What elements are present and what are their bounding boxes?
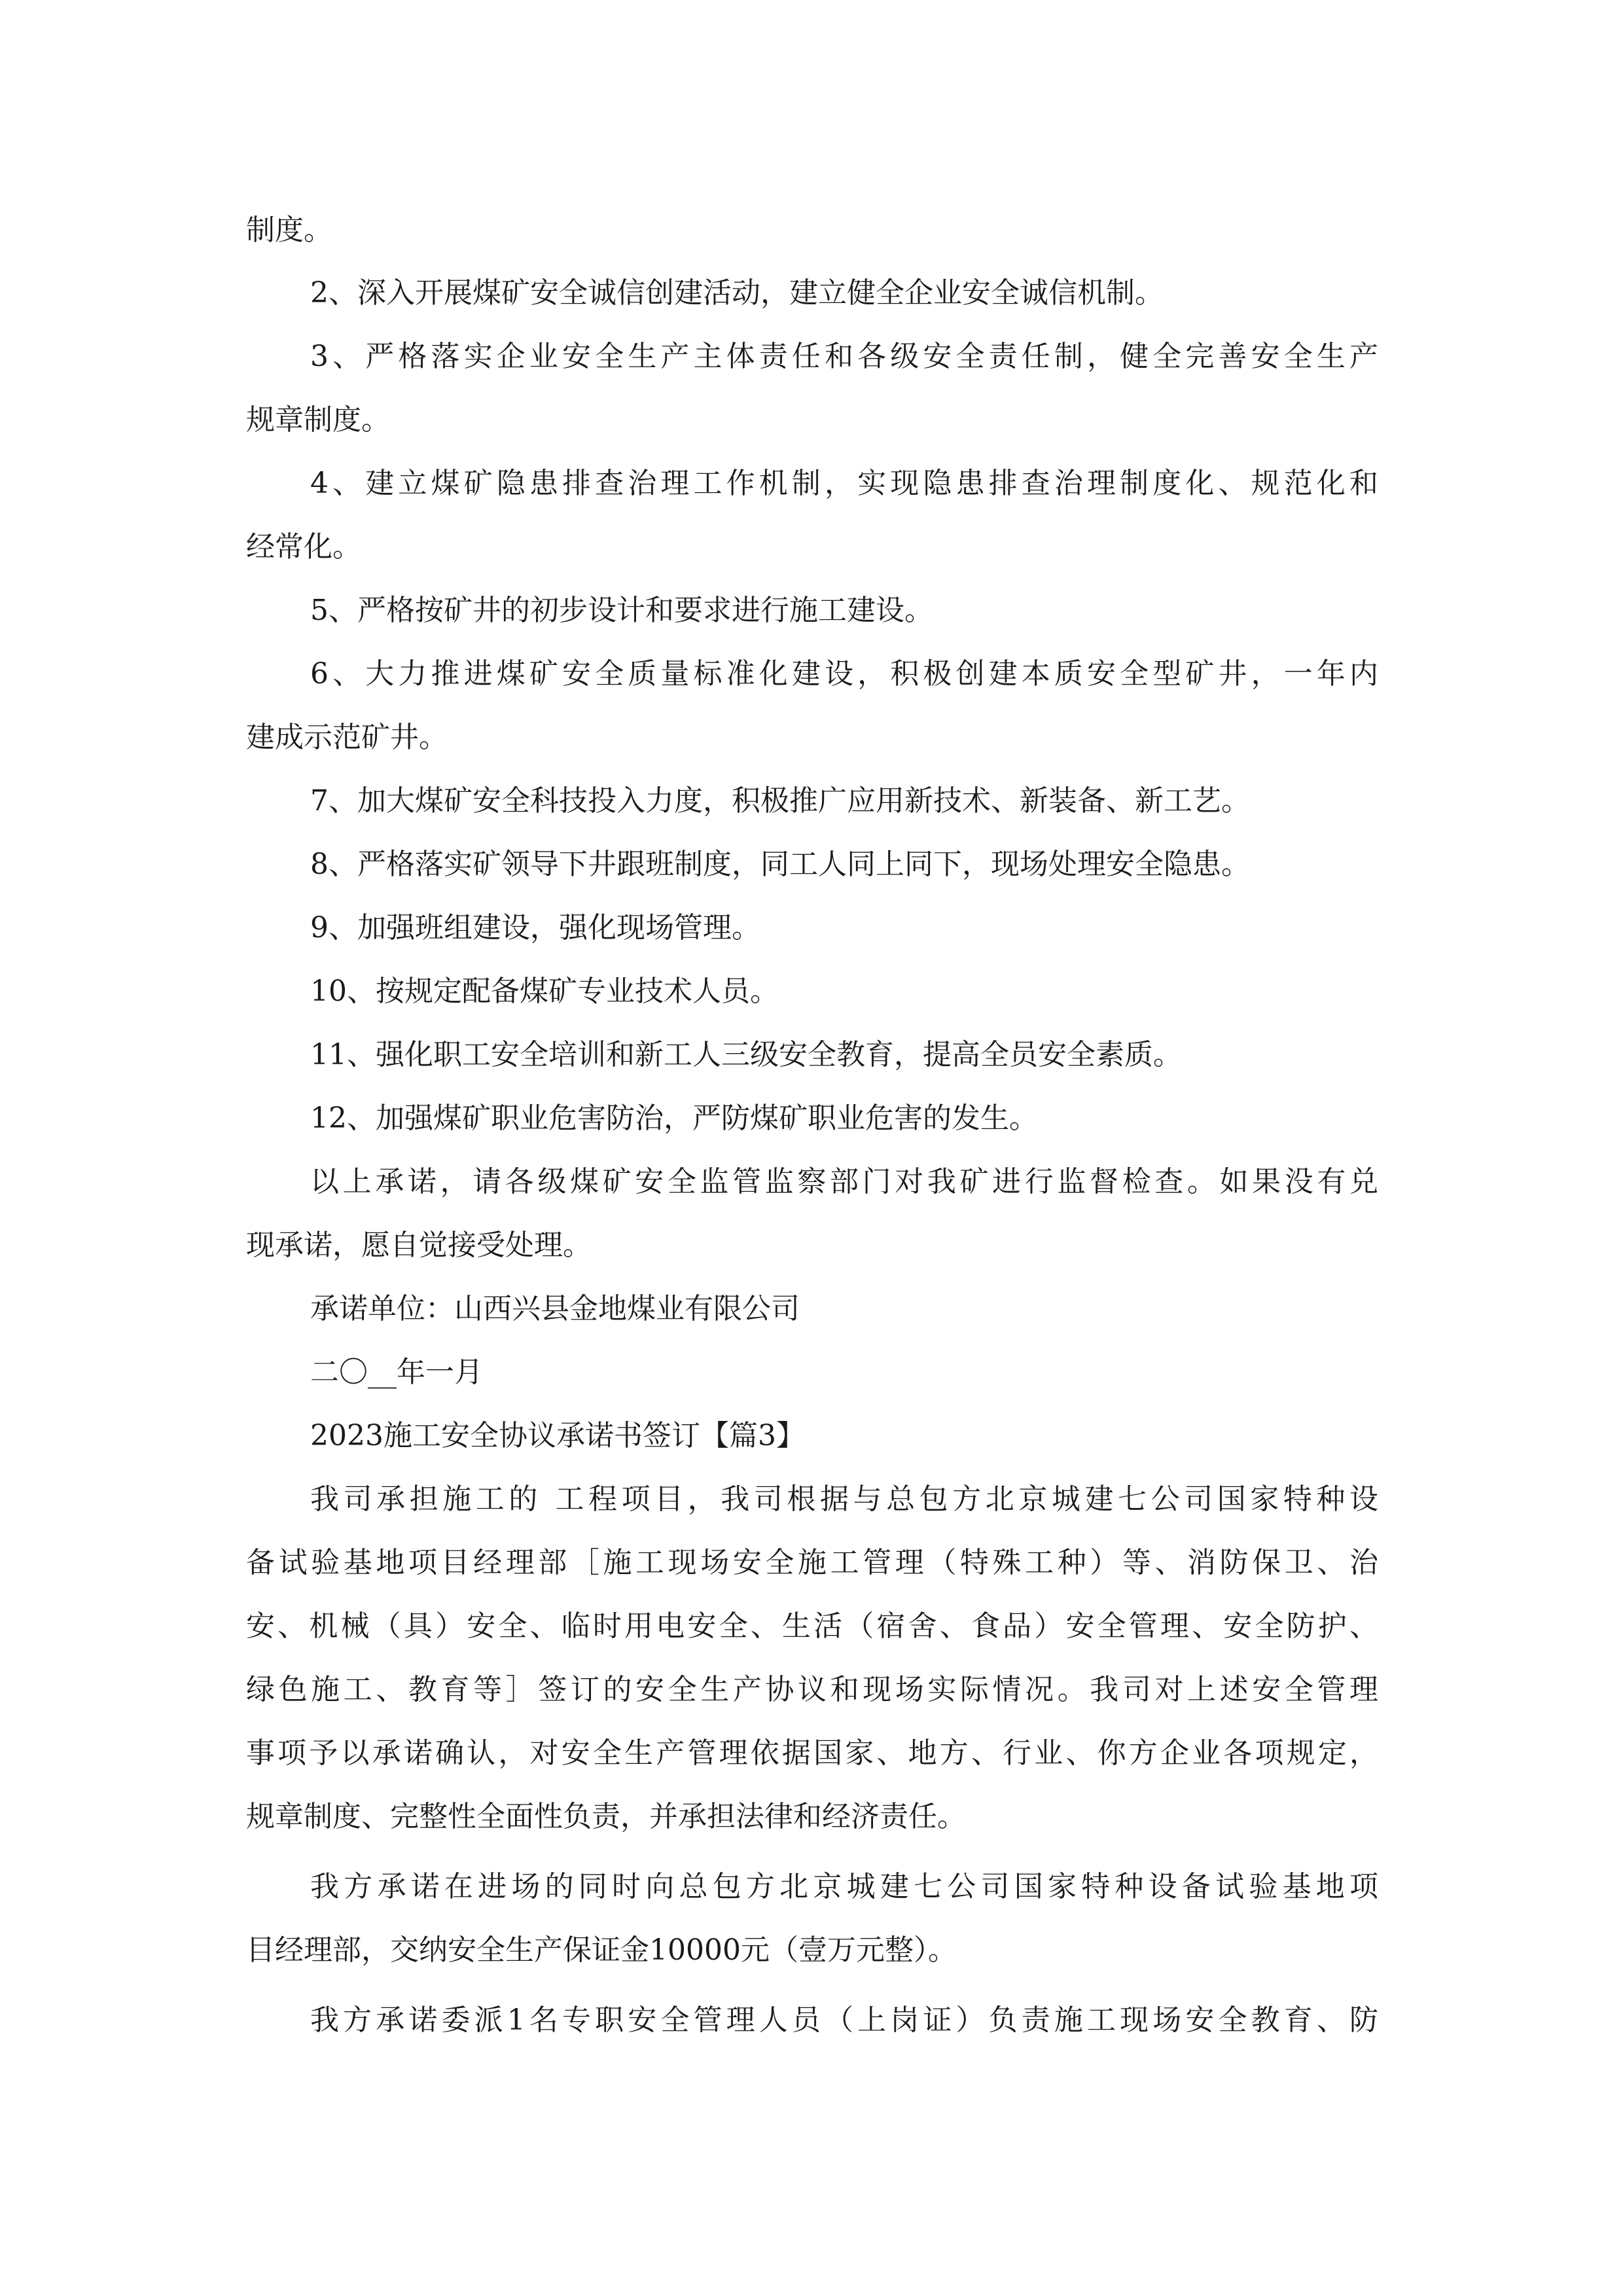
text-line: 二〇__年一月 bbox=[310, 1355, 483, 1389]
text-line: 现承诺，愿自觉接受处理。 bbox=[246, 1229, 592, 1262]
text-line: 3、严格落实企业安全生产主体责任和各级安全责任制，健全完善安全生产 bbox=[310, 340, 1378, 373]
text-line: 11、强化职工安全培训和新工人三级安全教育，提高全员安全素质。 bbox=[310, 1038, 1182, 1071]
text-line: 4、建立煤矿隐患排查治理工作机制，实现隐患排查治理制度化、规范化和 bbox=[310, 467, 1378, 500]
text-line: 目经理部，交纳安全生产保证金10000元（壹万元整）。 bbox=[246, 1933, 957, 1967]
text-line: 我方承诺在进场的同时向总包方北京城建七公司国家特种设备试验基地项 bbox=[310, 1870, 1378, 1903]
text-line: 10、按规定配备煤矿专业技术人员。 bbox=[310, 975, 779, 1008]
section-heading: 2023施工安全协议承诺书签订【篇3】 bbox=[310, 1419, 805, 1452]
text-line: 7、加大煤矿安全科技投入力度，积极推广应用新技术、新装备、新工艺。 bbox=[310, 784, 1250, 817]
text-line: 安、机械（具）安全、临时用电安全、生活（宿舍、食品）安全管理、安全防护、 bbox=[246, 1609, 1378, 1643]
text-line: 规章制度、完整性全面性负责，并承担法律和经济责任。 bbox=[246, 1800, 966, 1833]
text-line: 备试验基地项目经理部［施工现场安全施工管理（特殊工种）等、消防保卫、治 bbox=[246, 1546, 1378, 1579]
text-line: 绿色施工、教育等］签订的安全生产协议和现场实际情况。我司对上述安全管理 bbox=[246, 1673, 1378, 1706]
text-line: 制度。 bbox=[246, 213, 332, 247]
text-line: 建成示范矿井。 bbox=[246, 721, 448, 754]
text-line: 我方承诺委派1名专职安全管理人员（上岗证）负责施工现场安全教育、防 bbox=[310, 2003, 1378, 2037]
text-line: 事项予以承诺确认，对安全生产管理依据国家、地方、行业、你方企业各项规定， bbox=[246, 1736, 1378, 1770]
text-line: 以上承诺，请各级煤矿安全监管监察部门对我矿进行监督检查。如果没有兑 bbox=[310, 1165, 1378, 1198]
text-line: 5、严格按矿井的初步设计和要求进行施工建设。 bbox=[310, 594, 933, 627]
text-line: 8、严格落实矿领导下井跟班制度，同工人同上同下，现场处理安全隐患。 bbox=[310, 848, 1250, 881]
text-line: 2、深入开展煤矿安全诚信创建活动，建立健全企业安全诚信机制。 bbox=[310, 276, 1164, 310]
text-line: 我司承担施工的 工程项目，我司根据与总包方北京城建七公司国家特种设 bbox=[310, 1482, 1378, 1516]
text-line: 承诺单位：山西兴县金地煤业有限公司 bbox=[310, 1292, 800, 1325]
text-line: 经常化。 bbox=[246, 530, 361, 564]
text-line: 9、加强班组建设，强化现场管理。 bbox=[310, 911, 760, 944]
text-line: 12、加强煤矿职业危害防治，严防煤矿职业危害的发生。 bbox=[310, 1102, 1038, 1135]
text-line: 6、大力推进煤矿安全质量标准化建设，积极创建本质安全型矿井，一年内 bbox=[310, 657, 1378, 691]
text-line: 规章制度。 bbox=[246, 403, 390, 437]
